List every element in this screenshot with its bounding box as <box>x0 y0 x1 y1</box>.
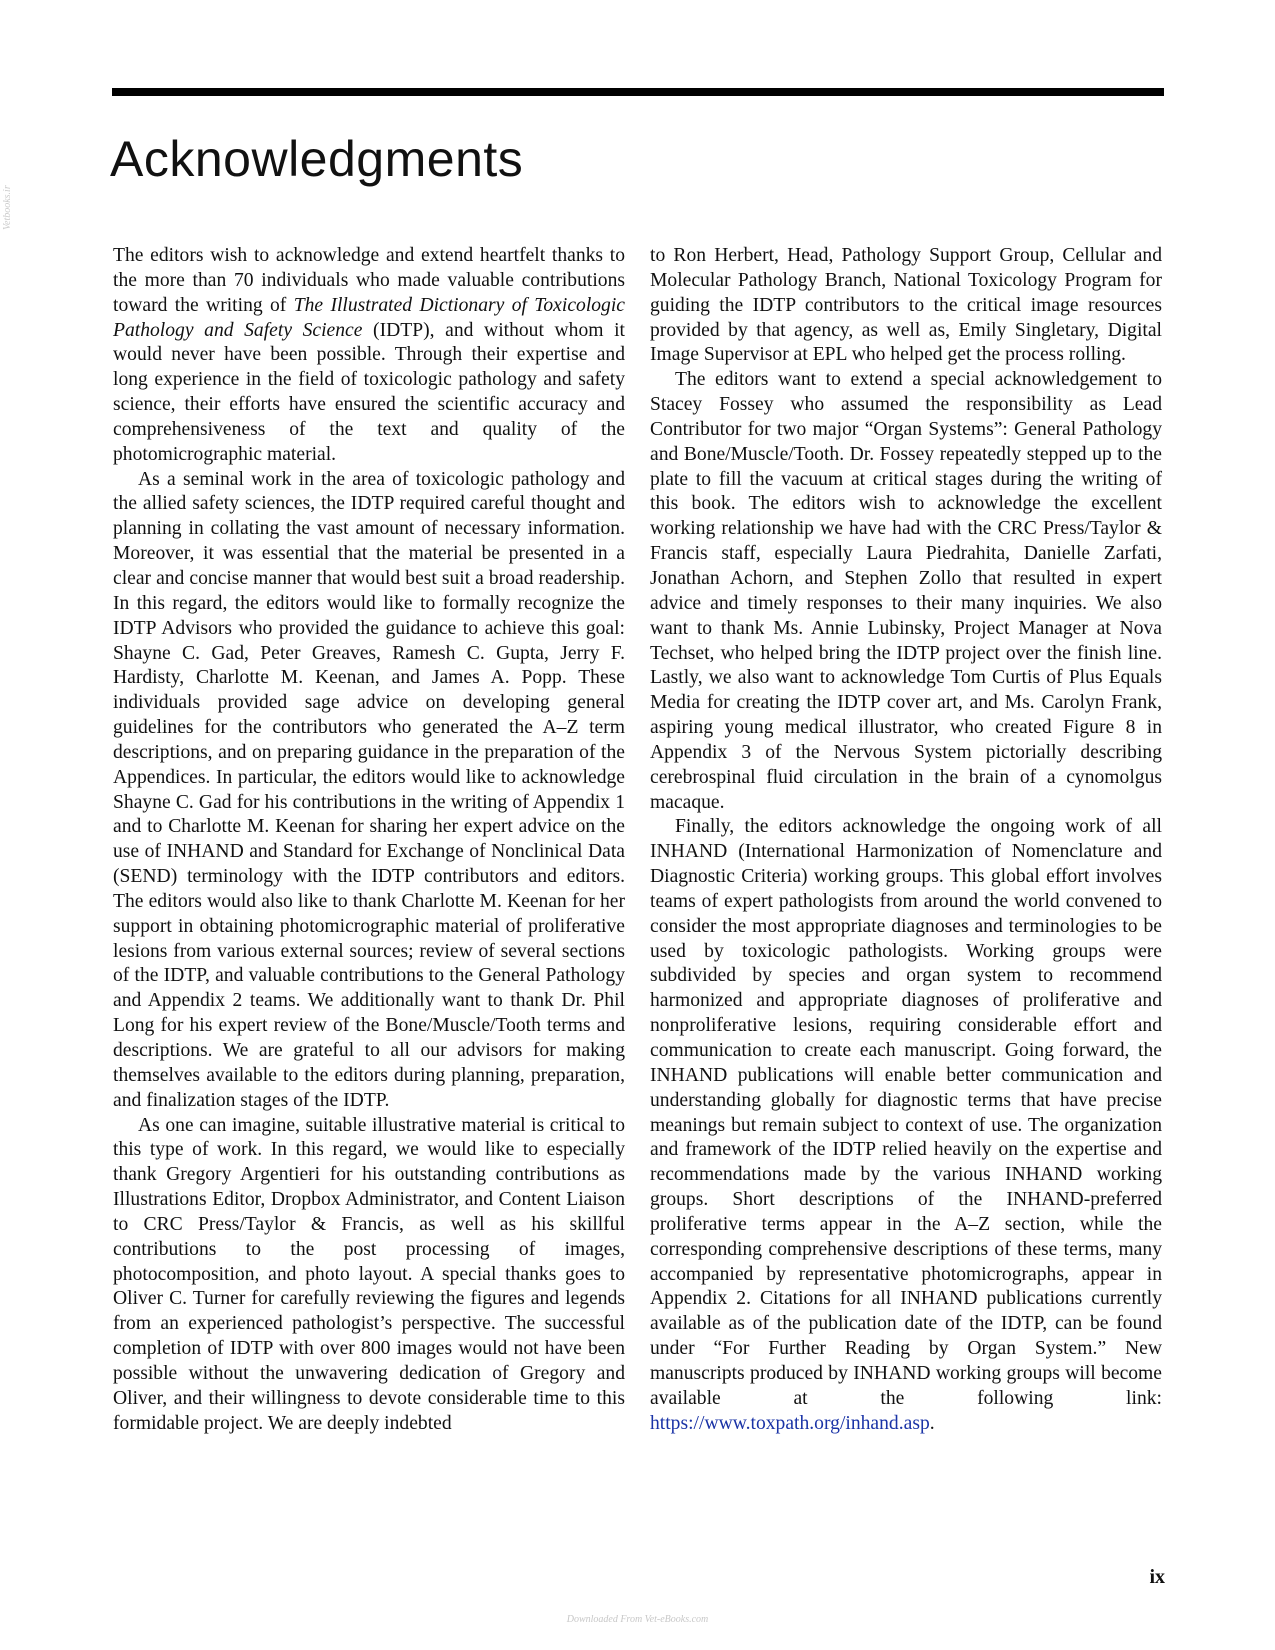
inhand-link[interactable]: https://www.toxpath.org/inhand.asp <box>650 1412 930 1434</box>
header-rule <box>112 88 1164 96</box>
paragraph-intro <box>113 244 625 468</box>
paragraph-advisors: As a seminal work in the area of toxicologic pathology and the allied safety sciences, the IDTP required careful thought and planning in collating the vast amount of necessary information. Moreover, it was essential that the material be presented in a clear and concise manner that would best suit a broad readership. In this regard, the editors would like to formally recognize the IDTP Advisors who provided the guidance to achieve this goal: Shayne C. Gad, Peter Greaves, Ramesh C. Gupta, Jerry F. Hardisty, Charlotte M. Keenan, and James A. Popp. These individuals provided sage advice on developing general guidelines for the contributors who generated the A–Z term descriptions, and on preparing guidance in the preparation of the Appendices. In particular, the editors would like to acknowledge Shayne C. Gad for his contributions in the writing of Appendix 1 and to Charlotte M. Keenan for sharing her expert advice on the use of INHAND and Standard for Exchange of Nonclinical Data (SEND) terminology with the IDTP contributors and editors. The editors would also like to thank Charlotte M. Keenan for her support in obtaining photomicrographic material of proliferative lesions from various external sources; review of several sections of the IDTP, and valuable contributions to the General Pathology and Appendix 2 teams. We additionally want to thank Dr. Phil Long for his expert review of the Bone/Muscle/Tooth terms and descriptions. We are grateful to all our advisors for making themselves available to the editors during planning, preparation, and finalization stages of the IDTP. <box>113 468 625 1111</box>
paragraph-inhand <box>650 815 1162 1436</box>
page-number: ix <box>1149 1566 1165 1588</box>
paragraph-intro-text-a: The editors wish to acknowledge and extend heartfelt thanks to the more than 70 individuals who made valuable contributions toward the writing of <box>113 245 625 316</box>
link-suffix: . <box>929 1412 935 1434</box>
right-column <box>650 244 1162 1437</box>
book-title-italic: The Illustrated Dictionary of Toxicologic Pathology and Safety Science <box>113 294 625 341</box>
paragraph-inhand-text: Finally, the editors acknowledge the ongoing work of all INHAND (International Harmonization of Nomenclature and Diagnostic Criteria) working groups. This global effort involves teams of expert pathologists from around the world convened to consider the most appropriate diagnoses and terminologies to be used by toxicologic pathologists. Working groups were subdivided by species and organ system to recommend harmonized and appropriate diagnoses of proliferative and nonproliferative lesions, requiring considerable effort and communication to create each manuscript. Going forward, the INHAND publications will enable better communication and understanding globally for diagnostic terms that have precise meanings but remain subject to context of use. The organization and framework of the IDTP relied heavily on the expertise and recommendations made by the various INHAND working groups. Short descriptions of the INHAND-preferred proliferative terms appear in the A–Z section, while the corresponding comprehensive descriptions of these terms, many accompanied by representative photomicrographs, appear in Appendix 2. Citations for all INHAND publications currently available as of the publication date of the IDTP, can be found under “For Further Reading by Organ System.” New manuscripts produced by INHAND working groups will become available at the following link: <box>650 816 1162 1409</box>
page-title: Acknowledgments <box>110 131 524 187</box>
left-column <box>113 244 625 1437</box>
paragraph-intro-text-b: (IDTP), and without whom it would never have been possible. Through their expertise and long experience in the field of toxicologic pathology and safety science, their efforts have ensured the scientific accuracy and comprehensiveness of the text and quality of the photomicrographic material. <box>113 319 626 465</box>
side-watermark: Vetbooks.ir <box>2 185 13 230</box>
paragraph-special-acknowledgement: The editors want to extend a special acknowledgement to Stacey Fossey who assumed the responsibility as Lead Contributor for two major “Organ Systems”: General Pathology and Bone/Muscle/Tooth. Dr. Fossey repeatedly stepped up to the plate to fill the vacuum at critical stages during the writing of this book. The editors wish to acknowledge the excellent working relationship we have had with the CRC Press/Taylor & Francis staff, especially Laura Piedrahita, Danielle Zarfati, Jonathan Achorn, and Stephen Zollo that resulted in expert advice and timely responses to their many inquiries. We also want to thank Ms. Annie Lubinsky, Project Manager at Nova Techset, who helped bring the IDTP project over the finish line. Lastly, we also want to acknowledge Tom Curtis of Plus Equals Media for creating the IDTP cover art, and Ms. Carolyn Frank, aspiring young medical illustrator, who created Figure 8 in Appendix 3 of the Nervous System pictorially describing cerebrospinal fluid circulation in the brain of a cynomolgus macaque. <box>650 369 1162 813</box>
paragraph-illustrations: As one can imagine, suitable illustrative material is critical to this type of work. In this regard, we would like to especially thank Gregory Argentieri for his outstanding contributions as Illustrations Editor, Dropbox Administrator, and Content Liaison to CRC Press/Taylor & Francis, as well as his skillful contributions to the post processing of images, photocomposition, and photo layout. A special thanks goes to Oliver C. Turner for carefully reviewing the figures and legends from an experienced pathologist’s perspective. The successful completion of IDTP with over 800 images would not have been possible without the unwavering dedication of Gregory and Oliver, and their willingness to devote considerable time to this formidable project. We are deeply indebted <box>113 1114 625 1434</box>
paragraph-illustrations-continued: to Ron Herbert, Head, Pathology Support Group, Cellular and Molecular Pathology Branch, National Toxicology Program for guiding the IDTP contributors to the critical image resources provided by that agency, as well as, Emily Singletary, Digital Image Supervisor at EPL who helped get the process rolling. <box>650 245 1162 366</box>
footer-watermark: Downloaded From Vet-eBooks.com <box>566 1614 709 1625</box>
